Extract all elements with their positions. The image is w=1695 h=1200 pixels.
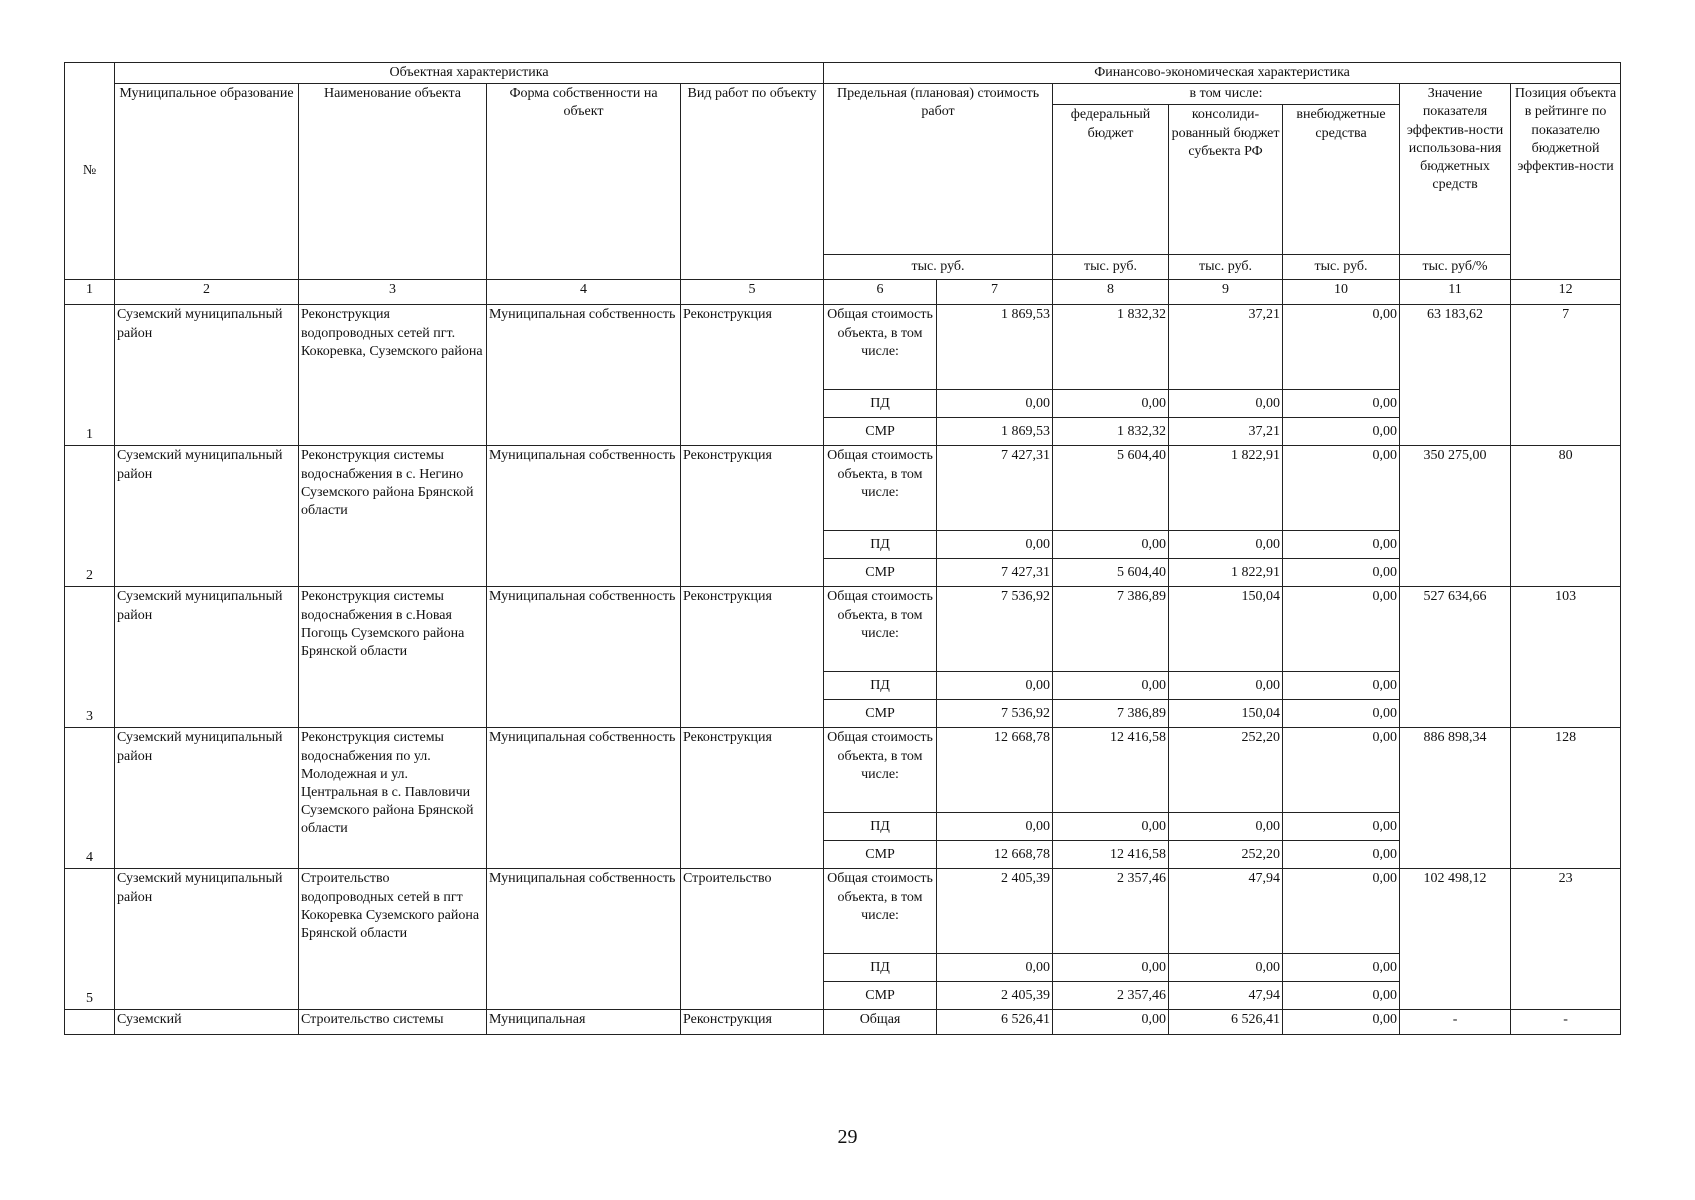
unit-efficiency: тыс. руб/% <box>1400 255 1511 280</box>
unit-federal: тыс. руб. <box>1053 255 1169 280</box>
total-label: Общая стоимость объекта, в том числе: <box>824 446 937 531</box>
header-finance-group: Финансово-экономическая характеристика <box>824 63 1621 84</box>
object-name-cell: Реконструкция системы водоснабжения в с. Негино Суземского района Брянской области <box>299 446 487 587</box>
smr-value: 252,20 <box>1169 841 1283 869</box>
smr-value: 7 536,92 <box>937 700 1053 728</box>
header-cost: Предельная (плановая) стоимость работ <box>824 84 1053 255</box>
municipality-cell: Суземский муниципальный район <box>115 728 299 869</box>
total-label: Общая стоимость объекта, в том числе: <box>824 869 937 954</box>
column-number: 7 <box>937 280 1053 305</box>
smr-value: 1 822,91 <box>1169 559 1283 587</box>
total-value: 37,21 <box>1169 305 1283 390</box>
pd-value: 0,00 <box>1283 813 1400 841</box>
total-value: 7 427,31 <box>937 446 1053 531</box>
smr-value: 12 668,78 <box>937 841 1053 869</box>
pd-value: 0,00 <box>1053 954 1169 982</box>
pd-value: 0,00 <box>1053 390 1169 418</box>
column-number: 9 <box>1169 280 1283 305</box>
rating-cell: 80 <box>1511 446 1621 587</box>
smr-label: СМР <box>824 418 937 446</box>
smr-value: 0,00 <box>1283 700 1400 728</box>
smr-value: 37,21 <box>1169 418 1283 446</box>
object-name-cell: Строительство системы <box>299 1010 487 1035</box>
unit-extrabudget: тыс. руб. <box>1283 255 1400 280</box>
total-value: 47,94 <box>1169 869 1283 954</box>
ownership-cell: Муниципальная собственность <box>487 869 681 1010</box>
header-group-row <box>65 63 1621 84</box>
document-page <box>64 62 1620 1035</box>
column-number: 6 <box>824 280 937 305</box>
header-including: в том числе: <box>1053 84 1400 105</box>
smr-label: СМР <box>824 982 937 1010</box>
efficiency-cell: 527 634,66 <box>1400 587 1511 728</box>
total-value: 12 668,78 <box>937 728 1053 813</box>
object-row <box>65 728 1621 813</box>
row-number: 4 <box>65 728 115 869</box>
header-extrabudget: внебюджетные средства <box>1283 105 1400 255</box>
pd-label: ПД <box>824 531 937 559</box>
pd-label: ПД <box>824 672 937 700</box>
smr-value: 12 416,58 <box>1053 841 1169 869</box>
worktype-cell: Реконструкция <box>681 446 824 587</box>
worktype-cell: Реконструкция <box>681 587 824 728</box>
header-consolidated: консолиди-рованный бюджет субъекта РФ <box>1169 105 1283 255</box>
total-label: Общая <box>824 1010 937 1035</box>
header-ownership: Форма собственности на объект <box>487 84 681 280</box>
pd-value: 0,00 <box>1169 813 1283 841</box>
object-name-cell: Реконструкция системы водоснабжения по ул. Молодежная и ул. Центральная в с. Павловичи Суземского района Брянской области <box>299 728 487 869</box>
ownership-cell: Муниципальная собственность <box>487 587 681 728</box>
header-efficiency: Значение показателя эффектив-ности использова-ния бюджетных средств <box>1400 84 1511 255</box>
header-number: № <box>65 63 115 280</box>
ownership-cell: Муниципальная собственность <box>487 446 681 587</box>
column-number: 3 <box>299 280 487 305</box>
pd-value: 0,00 <box>1283 954 1400 982</box>
header-municipality: Муниципальное образование <box>115 84 299 280</box>
worktype-cell: Строительство <box>681 869 824 1010</box>
row-number: 5 <box>65 869 115 1010</box>
column-number: 2 <box>115 280 299 305</box>
pd-value: 0,00 <box>1283 531 1400 559</box>
header-object-name: Наименование объекта <box>299 84 487 280</box>
total-value: 12 416,58 <box>1053 728 1169 813</box>
total-value: 0,00 <box>1053 1010 1169 1035</box>
total-label: Общая стоимость объекта, в том числе: <box>824 305 937 390</box>
smr-value: 7 427,31 <box>937 559 1053 587</box>
smr-value: 150,04 <box>1169 700 1283 728</box>
smr-value: 1 869,53 <box>937 418 1053 446</box>
total-value: 0,00 <box>1283 446 1400 531</box>
pd-value: 0,00 <box>937 672 1053 700</box>
ownership-cell: Муниципальная собственность <box>487 305 681 446</box>
total-value: 0,00 <box>1283 869 1400 954</box>
column-number: 1 <box>65 280 115 305</box>
pd-value: 0,00 <box>1169 531 1283 559</box>
smr-value: 0,00 <box>1283 982 1400 1010</box>
total-label: Общая стоимость объекта, в том числе: <box>824 587 937 672</box>
total-value: 1 832,32 <box>1053 305 1169 390</box>
smr-value: 7 386,89 <box>1053 700 1169 728</box>
total-value: 6 526,41 <box>937 1010 1053 1035</box>
smr-value: 2 405,39 <box>937 982 1053 1010</box>
pd-value: 0,00 <box>937 813 1053 841</box>
smr-value: 47,94 <box>1169 982 1283 1010</box>
pd-value: 0,00 <box>937 531 1053 559</box>
rating-cell: - <box>1511 1010 1621 1035</box>
header-worktype: Вид работ по объекту <box>681 84 824 280</box>
municipality-cell: Суземский муниципальный район <box>115 587 299 728</box>
total-value: 252,20 <box>1169 728 1283 813</box>
row-number: 1 <box>65 305 115 446</box>
pd-label: ПД <box>824 813 937 841</box>
total-value: 1 869,53 <box>937 305 1053 390</box>
header-object-group: Объектная характеристика <box>115 63 824 84</box>
pd-value: 0,00 <box>1283 672 1400 700</box>
total-value: 2 357,46 <box>1053 869 1169 954</box>
header-rating: Позиция объекта в рейтинге по показателю бюджетной эффектив-ности <box>1511 84 1621 280</box>
total-value: 2 405,39 <box>937 869 1053 954</box>
rating-cell: 7 <box>1511 305 1621 446</box>
worktype-cell: Реконструкция <box>681 728 824 869</box>
row-number: 3 <box>65 587 115 728</box>
total-value: 0,00 <box>1283 305 1400 390</box>
rating-cell: 103 <box>1511 587 1621 728</box>
column-number: 10 <box>1283 280 1400 305</box>
total-label: Общая стоимость объекта, в том числе: <box>824 728 937 813</box>
column-numbers-row <box>65 280 1621 305</box>
total-value: 7 386,89 <box>1053 587 1169 672</box>
total-value: 0,00 <box>1283 587 1400 672</box>
smr-label: СМР <box>824 700 937 728</box>
object-row <box>65 869 1621 954</box>
rating-cell: 23 <box>1511 869 1621 1010</box>
total-value: 7 536,92 <box>937 587 1053 672</box>
ownership-cell: Муниципальная собственность <box>487 728 681 869</box>
worktype-cell: Реконструкция <box>681 305 824 446</box>
unit-cost: тыс. руб. <box>824 255 1053 280</box>
total-value: 1 822,91 <box>1169 446 1283 531</box>
object-name-cell: Строительство водопроводных сетей в пгт Кокоревка Суземского района Брянской области <box>299 869 487 1010</box>
header-federal: федеральный бюджет <box>1053 105 1169 255</box>
total-value: 0,00 <box>1283 728 1400 813</box>
object-row-partial <box>65 1010 1621 1035</box>
efficiency-cell: 350 275,00 <box>1400 446 1511 587</box>
pd-value: 0,00 <box>1053 531 1169 559</box>
column-number: 4 <box>487 280 681 305</box>
pd-label: ПД <box>824 390 937 418</box>
pd-value: 0,00 <box>1169 390 1283 418</box>
row-number <box>65 1010 115 1035</box>
pd-value: 0,00 <box>1283 390 1400 418</box>
efficiency-cell: 102 498,12 <box>1400 869 1511 1010</box>
smr-value: 2 357,46 <box>1053 982 1169 1010</box>
smr-label: СМР <box>824 559 937 587</box>
column-number: 12 <box>1511 280 1621 305</box>
object-name-cell: Реконструкция водопроводных сетей пгт. Кокоревка, Суземского района <box>299 305 487 446</box>
municipality-cell: Суземский муниципальный район <box>115 446 299 587</box>
column-number: 11 <box>1400 280 1511 305</box>
municipality-cell: Суземский муниципальный район <box>115 305 299 446</box>
pd-value: 0,00 <box>1053 672 1169 700</box>
municipality-cell: Суземский <box>115 1010 299 1035</box>
header-columns-row <box>65 84 1621 105</box>
pd-value: 0,00 <box>1053 813 1169 841</box>
worktype-cell: Реконструкция <box>681 1010 824 1035</box>
smr-value: 0,00 <box>1283 418 1400 446</box>
rating-cell: 128 <box>1511 728 1621 869</box>
column-number: 8 <box>1053 280 1169 305</box>
smr-value: 0,00 <box>1283 559 1400 587</box>
total-value: 150,04 <box>1169 587 1283 672</box>
column-number: 5 <box>681 280 824 305</box>
ownership-cell: Муниципальная <box>487 1010 681 1035</box>
total-value: 0,00 <box>1283 1010 1400 1035</box>
municipality-cell: Суземский муниципальный район <box>115 869 299 1010</box>
row-number: 2 <box>65 446 115 587</box>
total-value: 5 604,40 <box>1053 446 1169 531</box>
object-row <box>65 587 1621 672</box>
smr-label: СМР <box>824 841 937 869</box>
pd-value: 0,00 <box>1169 954 1283 982</box>
efficiency-cell: 63 183,62 <box>1400 305 1511 446</box>
page-number: 29 <box>837 1126 858 1148</box>
pd-value: 0,00 <box>937 954 1053 982</box>
object-name-cell: Реконструкция системы водоснабжения в с.Новая Погощь Суземского района Брянской области <box>299 587 487 728</box>
pd-value: 0,00 <box>937 390 1053 418</box>
object-row <box>65 446 1621 531</box>
total-value: 6 526,41 <box>1169 1010 1283 1035</box>
efficiency-cell: - <box>1400 1010 1511 1035</box>
budget-table <box>64 62 1621 1035</box>
pd-label: ПД <box>824 954 937 982</box>
object-row <box>65 305 1621 390</box>
smr-value: 5 604,40 <box>1053 559 1169 587</box>
smr-value: 1 832,32 <box>1053 418 1169 446</box>
pd-value: 0,00 <box>1169 672 1283 700</box>
efficiency-cell: 886 898,34 <box>1400 728 1511 869</box>
unit-consolidated: тыс. руб. <box>1169 255 1283 280</box>
smr-value: 0,00 <box>1283 841 1400 869</box>
